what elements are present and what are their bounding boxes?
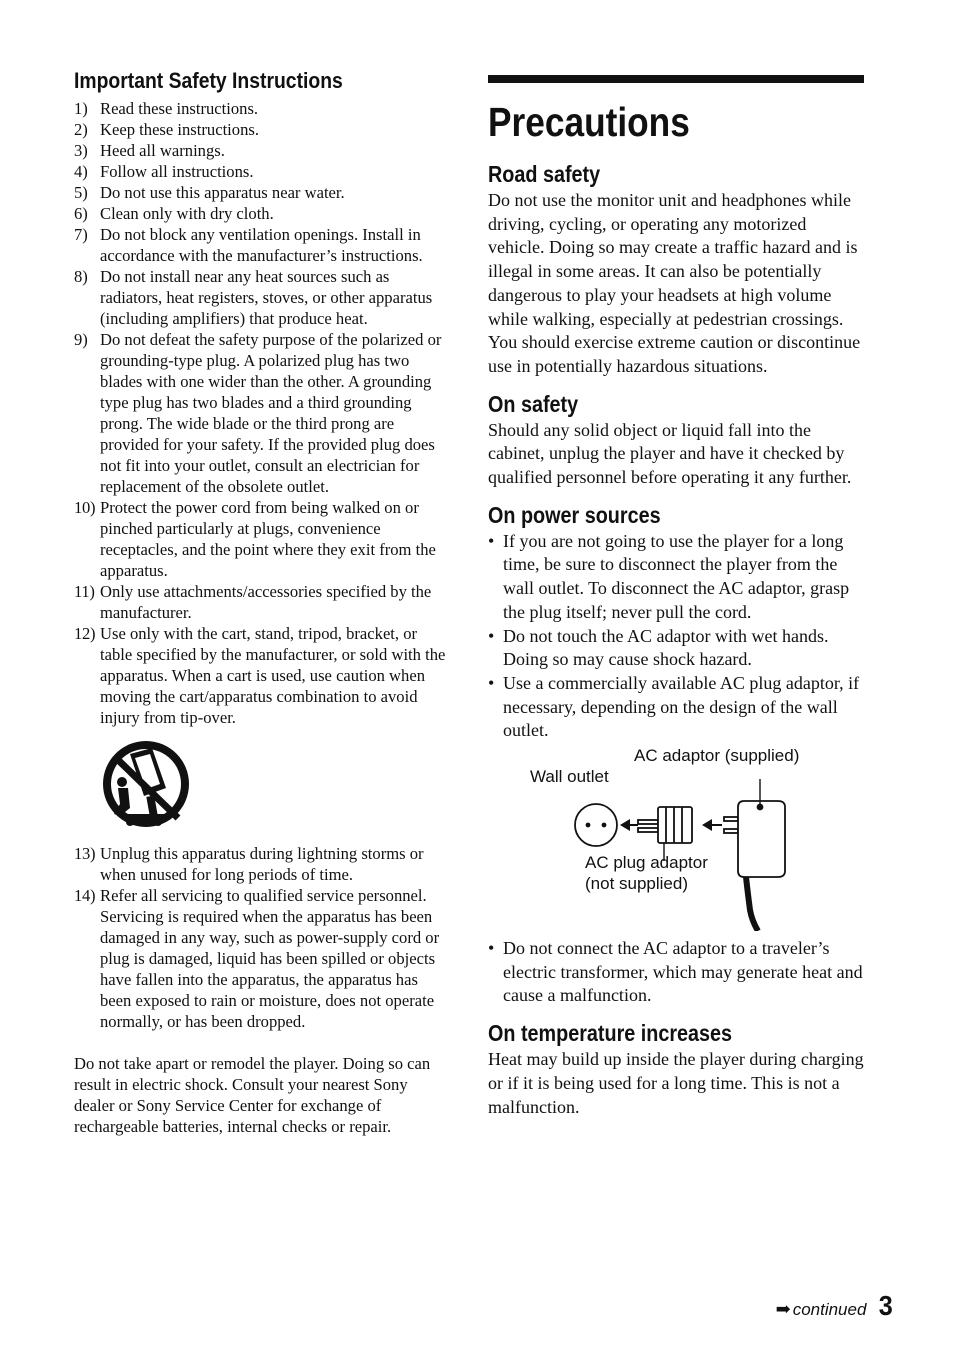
bullet-icon: • [488,530,495,551]
title-rule [488,75,864,83]
power-bullet-item [488,937,864,1008]
instruction-item [74,98,450,119]
ac-adaptor-icon [724,801,785,877]
road-safety-text: Do not use the monitor unit and headphones while driving, cycling, or operating any motorized vehicle. Doing so may create a traffic hazard and is illegal in some areas. It can also be potentially dangerous to play your headsets at high volume while walking, especially at pedestrian crossings. You should exercise extreme caution or discontinue use in potentially hazardous situations. [488,190,861,376]
instruction-number: 8) [74,267,88,286]
instruction-text: Refer all servicing to qualified service personnel. Servicing is required when the apparatus has been damaged in any way, such as power-supply cord or plug is damaged, liquid has been spilled or objects have fallen into the apparatus, the apparatus has been exposed to rain or moisture, does not operate normally, or has been dropped. [100,886,440,1031]
instruction-number: 7) [74,225,88,244]
power-bullet-item [488,672,864,743]
page-footer [776,1290,894,1322]
instruction-item [74,581,450,623]
instruction-number: 2) [74,120,88,139]
instruction-text: Use only with the cart, stand, tripod, bracket, or table specified by the manufacturer, or sold with the apparatus. When a cart is used, use caution when moving the cart/apparatus combination to avoid injury from tip-over. [100,624,446,727]
wall-outlet-label: Wall outlet [530,767,609,787]
instruction-text: Unplug this apparatus during lightning storms or when unused for long periods of time. [100,844,424,884]
remodel-warning-text: Do not take apart or remodel the player. Doing so can result in electric shock. Consult your nearest Sony dealer or Sony Service Center for exchange of rechargeable batteries, internal checks or repair. [74,1054,431,1136]
road-safety-heading: Road safety [488,161,601,187]
page-title: Precautions [488,99,690,145]
instruction-number: 13) [74,844,96,863]
instruction-item [74,182,450,203]
plug-adaptor-sublabel: (not supplied) [585,874,689,894]
instruction-number: 3) [74,141,88,160]
power-sources-heading: On power sources [488,501,661,528]
cart-tip-over-warning-icon [100,738,192,830]
instruction-item [74,161,450,182]
right-column [488,75,864,1119]
bullet-icon: • [488,672,495,693]
instruction-text: Clean only with dry cloth. [100,204,274,223]
instruction-item [74,497,450,581]
instruction-item [74,119,450,140]
instruction-text: Protect the power cord from being walked on or pinched particularly at plugs, convenience receptacles, and the point where they exit from the apparatus. [100,498,436,580]
instruction-item [74,140,450,161]
instruction-number: 6) [74,204,88,223]
instruction-item [74,266,450,329]
temperature-text: Heat may build up inside the player during charging or if it is being used for a long time. This is not a malfunction. [488,1049,864,1117]
ac-adaptor-diagram [488,745,864,931]
wall-outlet-icon [575,804,617,846]
page-number: 3 [879,1290,894,1321]
power-bullet-item [488,625,864,672]
temperature-heading: On temperature increases [488,1020,733,1047]
instruction-number: 10) [74,498,96,517]
instruction-number: 4) [74,162,88,181]
safety-instructions-list-continued [74,843,450,1032]
continued-label: continued [792,1300,867,1319]
instruction-number: 11) [74,582,95,601]
instruction-item [74,843,450,885]
ac-adaptor-label: AC adaptor (supplied) [634,746,800,766]
power-sources-list [488,530,864,743]
bullet-text: Use a commercially available AC plug adaptor, if necessary, depending on the design of the wall outlet. [503,672,860,741]
instruction-text: Keep these instructions. [100,120,259,139]
instruction-number: 14) [74,886,96,905]
bullet-text: Do not touch the AC adaptor with wet hands. Doing so may cause shock hazard. [503,625,829,670]
left-column [74,66,450,1137]
instruction-text: Read these instructions. [100,99,259,118]
instruction-item [74,885,450,1032]
instruction-item [74,203,450,224]
instruction-number: 9) [74,330,88,349]
bullet-text: If you are not going to use the player for a long time, be sure to disconnect the player from the wall outlet. To disconnect the AC adaptor, grasp the plug itself; never pull the cord. [503,530,850,622]
instruction-text: Do not defeat the safety purpose of the polarized or grounding-type plug. A polarized plug has two blades with one wider than the other. A grounding type plug has two blades and a third grounding prong. The wide blade or the third prong are provided for your safety. If the provided plug does not fit into your outlet, consult an electrician for replacement of the obsolete outlet. [100,330,442,496]
on-safety-heading: On safety [488,390,579,417]
instruction-item [74,224,450,266]
bullet-text: Do not connect the AC adaptor to a traveler’s electric transformer, which may generate heat and cause a malfunction. [503,938,863,1006]
power-sources-list-continued [488,937,864,1008]
bullet-icon: • [488,625,495,646]
ac-plug-adaptor-icon [638,807,692,843]
safety-instructions-heading: Important Safety Instructions [74,68,343,93]
instruction-text: Only use attachments/accessories specified by the manufacturer. [100,582,432,622]
continued-arrow-icon: ➡ [775,1299,791,1319]
instruction-text: Do not block any ventilation openings. Install in accordance with the manufacturer’s instructions. [100,225,423,265]
bullet-icon: • [488,938,495,959]
power-bullet-item [488,530,864,625]
safety-instructions-list [74,98,450,728]
instruction-number: 5) [74,183,88,202]
instruction-text: Do not install near any heat sources such as radiators, heat registers, stoves, or other apparatus (including amplifiers) that produce heat. [100,267,433,328]
plug-adaptor-label: AC plug adaptor [585,853,708,873]
instruction-text: Follow all instructions. [100,162,254,181]
on-safety-text: Should any solid object or liquid fall into the cabinet, unplug the player and have it checked by qualified personnel before operating it any further. [488,419,852,488]
instruction-text: Heed all warnings. [100,141,225,160]
instruction-text: Do not use this apparatus near water. [100,183,345,202]
instruction-number: 1) [74,99,88,118]
instruction-item [74,623,450,728]
instruction-item [74,329,450,497]
instruction-number: 12) [74,624,96,643]
